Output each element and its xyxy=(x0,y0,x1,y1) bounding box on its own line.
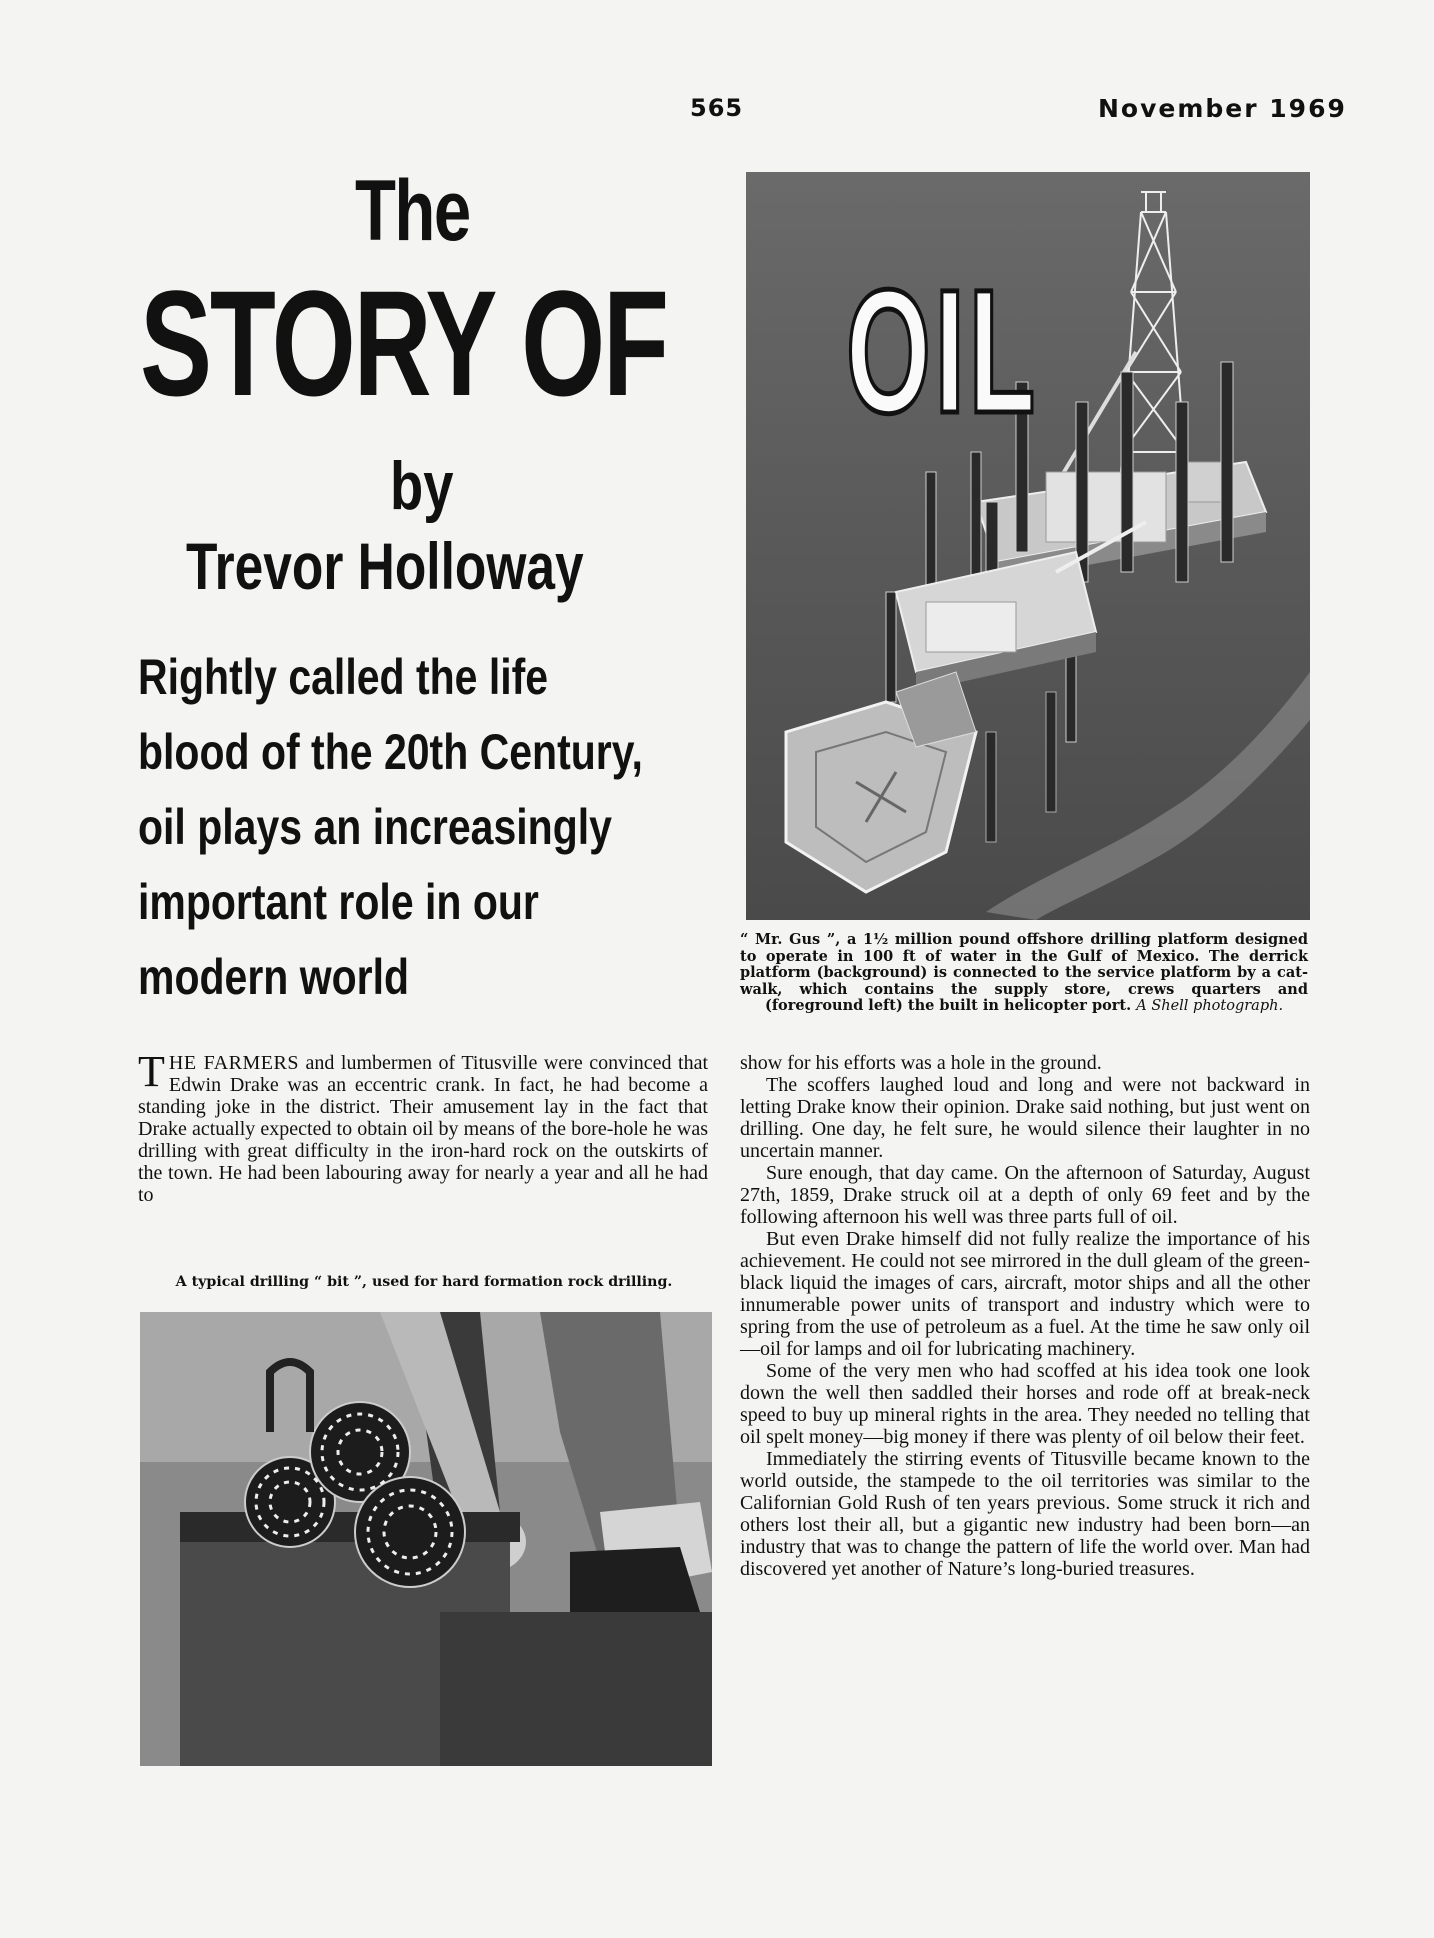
subtitle-line: Rightly called the life xyxy=(138,649,549,705)
opening-paragraph xyxy=(138,1047,708,1206)
page-number: 565 xyxy=(690,94,744,122)
subtitle-line: blood of the 20th Century, xyxy=(138,724,643,780)
body-column-left xyxy=(138,1047,708,1206)
drop-cap: T xyxy=(138,1047,165,1096)
lead-in-caps: HE FARMERS xyxy=(168,1052,299,1074)
body-column-right xyxy=(740,1052,1310,1580)
subtitle xyxy=(138,640,838,1015)
paragraph: Sure enough, that day came. On the afternoon of Saturday, August 27th, 1859, Drake struck oil at a depth of only 69 feet and by the following afternoon his well was three parts full of oil. xyxy=(740,1162,1310,1228)
opening-text: and lumbermen of Titusville were convinced that Edwin Drake was an eccentric crank. In fact, he had become a standing joke in the district. Their amusement lay in the fact that Drake actually expected to obtain oil by means of the bore-hole he was drilling with great difficulty in the iron-hard rock on the outskirts of the town. He had been labouring away for nearly a year and all he had to xyxy=(138,1052,708,1206)
rig-photo-caption xyxy=(740,932,1308,1015)
drill-bit-illustration xyxy=(140,1312,712,1766)
offshore-rig-photo xyxy=(746,172,1310,920)
title-oil-word: OIL xyxy=(846,254,1040,450)
paragraph: Immediately the stirring events of Titusville became known to the world outside, the stampede to the oil territories was similar to the Californian Gold Rush of ten years previous. Some struck it rich and others lost their all, but a gigantic new industry had been born—an industry that was to change the pattern of life the world over. Man had discovered yet another of Nature’s long-buried treasures. xyxy=(740,1448,1310,1580)
paragraph: The scoffers laughed loud and long and were not backward in letting Drake know their opinion. Drake said nothing, but just went on drilling. One day, he felt sure, he would silence their laughter in no uncertain manner. xyxy=(740,1074,1310,1162)
paragraph: Some of the very men who had scoffed at his idea took one look down the well then saddled their horses and rode off at break-neck speed to buy up mineral rights in the area. They needed no telling that oil spelt money—big money if there was plenty of oil below their feet. xyxy=(740,1360,1310,1448)
title-story-of: STORY OF xyxy=(140,259,667,427)
rig-caption-text: “ Mr. Gus ”, a 1½ million pound offshore drilling platform designed to operate in 100 ft of water in the Gulf of Mexico. The derrick platform (background) is connected to the service platform by a cat-walk, which contains the supply store, crews quarters and (foreground left) the built in helicopter port. xyxy=(740,931,1308,1015)
subtitle-line: oil plays an increasingly xyxy=(138,799,612,855)
paragraph: show for his efforts was a hole in the ground. xyxy=(740,1052,1102,1074)
subtitle-line: important role in our xyxy=(138,874,539,930)
drill-bit-caption: A typical drilling “ bit ”, used for hard formation rock drilling. xyxy=(175,1274,673,1290)
drill-bit-photo xyxy=(140,1312,712,1766)
byline-author: Trevor Holloway xyxy=(186,529,584,603)
photo-credit: A Shell photograph. xyxy=(1136,998,1284,1015)
subtitle-line: modern world xyxy=(138,949,410,1005)
title-the: The xyxy=(355,163,470,259)
byline-by: by xyxy=(390,448,454,524)
issue-date: November 1969 xyxy=(1098,94,1347,123)
paragraph: But even Drake himself did not fully realize the importance of his achievement. He could not see mirrored in the dull gleam of the green-black liquid the images of cars, aircraft, motor ships and all the other innumerable power units of transport and industry which were to spring from the use of petroleum as a fuel. At the time he saw only oil—oil for lamps and oil for lubricating machinery. xyxy=(740,1228,1310,1360)
